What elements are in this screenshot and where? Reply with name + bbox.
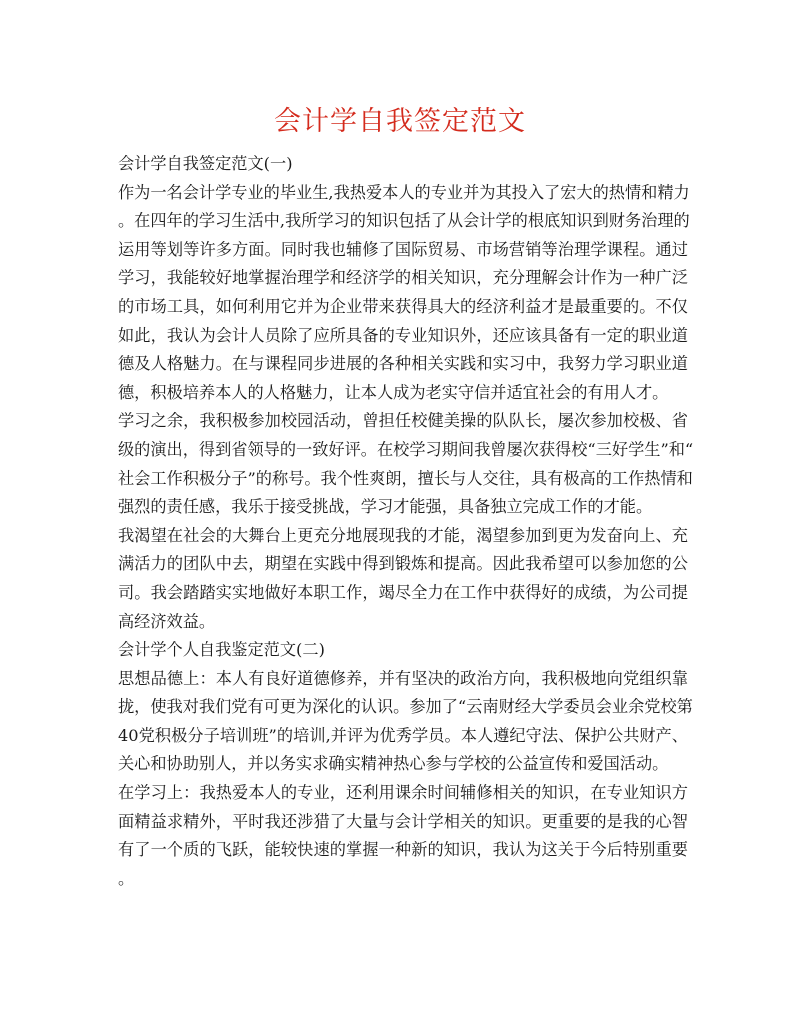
text-line: 学习，我能较好地掌握治理学和经济学的相关知识，充分理解会计作为一种广泛 <box>118 268 688 288</box>
text-line: 。 <box>118 868 135 888</box>
text-line: 司。我会踏踏实实地做好本职工作，竭尽全力在工作中获得好的成绩，为公司提 <box>118 582 688 602</box>
text-line: 40党积极分子培训班”的培训,并评为优秀学员。本人遵纪守法、保护公共财产、 <box>118 725 688 745</box>
text-line: 。在四年的学习生活中,我所学习的知识包括了从会计学的根底知识到财务治理的 <box>118 211 690 231</box>
text-line: 运用等划等许多方面。同时我也辅修了国际贸易、市场营销等治理学课程。通过 <box>118 239 688 259</box>
text-line: 我渴望在社会的大舞台上更充分地展现我的才能，渴望参加到更为发奋向上、充 <box>118 525 688 545</box>
text-line: 如此，我认为会计人员除了应所具备的专业知识外，还应该具备有一定的职业道 <box>118 325 688 345</box>
text-line: 级的演出，得到省领导的一致好评。在校学习期间我曾屡次获得校“三好学生”和“ <box>118 439 694 459</box>
text-line: 面精益求精外，平时我还涉猎了大量与会计学相关的知识。更重要的是我的心智 <box>118 811 688 831</box>
text-line: 拢，使我对我们党有可更为深化的认识。参加了“云南财经大学委员会业余党校第 <box>118 697 693 717</box>
text-line: 在学习上：我热爱本人的专业，还利用课余时间辅修相关的知识，在专业知识方 <box>118 783 688 803</box>
text-line: 德，积极培养本人的人格魅力，让本人成为老实守信并适宜社会的有用人才。 <box>118 382 669 402</box>
text-line: 社会工作积极分子”的称号。我个性爽朗，擅长与人交往，具有极高的工作热情和 <box>118 468 693 488</box>
text-line: 关心和协助别人，并以务实求确实精神热心参与学校的公益宣传和爱国活动。 <box>118 754 669 774</box>
document-body <box>118 150 694 893</box>
text-line: 德及人格魅力。在与课程同步进展的各种相关实践和实习中，我努力学习职业道 <box>118 354 688 374</box>
text-line: 强烈的责任感，我乐于接受挑战，学习才能强，具备独立完成工作的才能。 <box>118 497 653 517</box>
section-heading: 会计学个人自我鉴定范文(二) <box>118 640 325 660</box>
document-title: 会计学自我签定范文 <box>274 106 526 137</box>
text-line: 作为一名会计学专业的毕业生,我热爱本人的专业并为其投入了宏大的热情和精力 <box>118 182 690 202</box>
text-line: 高经济效益。 <box>118 611 216 631</box>
text-line: 的市场工具，如何利用它并为企业带来获得具大的经济利益才是最重要的。不仅 <box>118 296 688 316</box>
text-line: 思想品德上：本人有良好道德修养，并有坚决的政治方向，我积极地向党组织靠 <box>118 668 688 688</box>
text-line: 有了一个质的飞跃，能较快速的掌握一种新的知识，我认为这关于今后特别重要 <box>118 840 688 860</box>
section-heading: 会计学自我签定范文(一) <box>118 154 293 173</box>
text-line: 满活力的团队中去，期望在实践中得到锻炼和提高。因此我希望可以参加您的公 <box>118 554 688 574</box>
text-line: 学习之余，我积极参加校园活动，曾担任校健美操的队队长，屡次参加校极、省 <box>118 411 688 431</box>
